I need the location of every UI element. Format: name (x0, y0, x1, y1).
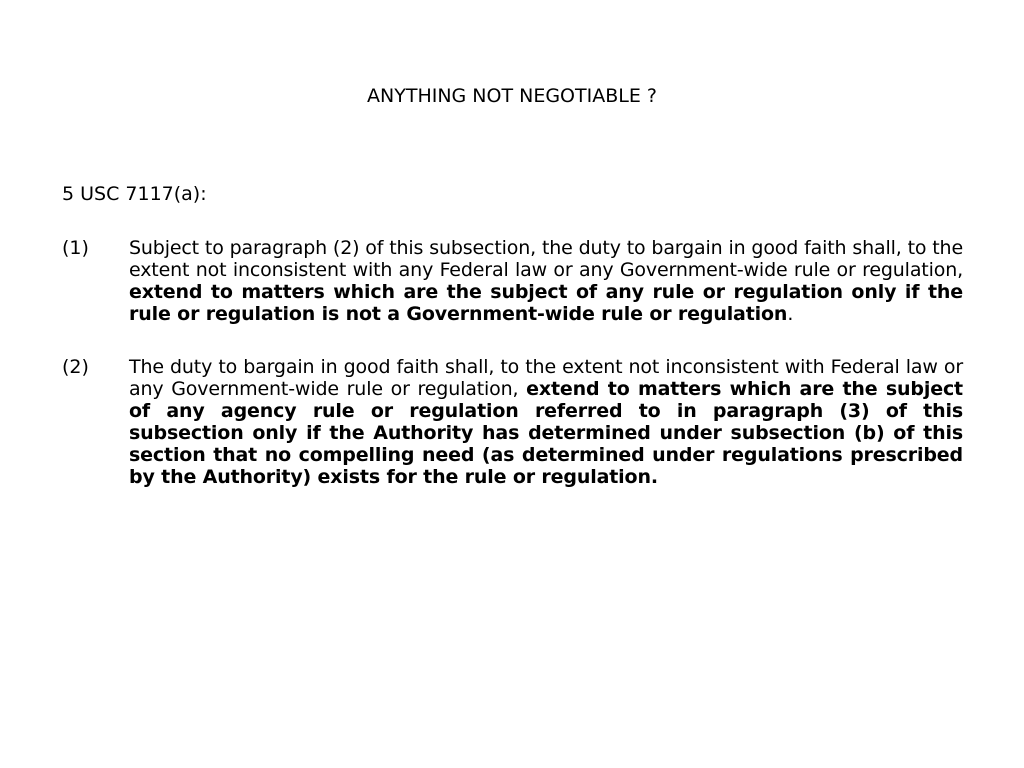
paragraph-bold-text: extend to matters which are the subject of any rule or regulation only if the rule or regulation is not a Government-wide rule or regulation (129, 281, 963, 325)
paragraph-2 (62, 356, 963, 488)
paragraph-plain-text: Subject to paragraph (2) of this subsection, the duty to bargain in good faith shall, to the extent not inconsistent with any Federal law or any Government-wide rule or regulation, (129, 237, 963, 281)
paragraph-bold-text: extend to matters which are the subject of any agency rule or regulation referred to in paragraph (3) of this subsection only if the Authority has determined under subsection (b) of this section that no compelling need (as determined under regulations prescribed by the Authority) exists for the rule or regulation. (129, 378, 963, 488)
paragraph-number: (1) (62, 237, 89, 259)
paragraph-1 (62, 237, 963, 325)
paragraph-tail-text: . (787, 303, 794, 325)
paragraph-text (129, 356, 963, 488)
slide-title: ANYTHING NOT NEGOTIABLE ? (367, 85, 657, 107)
statute-citation: 5 USC 7117(a): (62, 183, 207, 205)
paragraph-plain-text: The duty to bargain in good faith shall, to the extent not inconsistent with Federal law or any Government-wide rule or regulation, (129, 356, 963, 400)
paragraph-text (129, 237, 963, 325)
paragraph-number: (2) (62, 356, 89, 378)
